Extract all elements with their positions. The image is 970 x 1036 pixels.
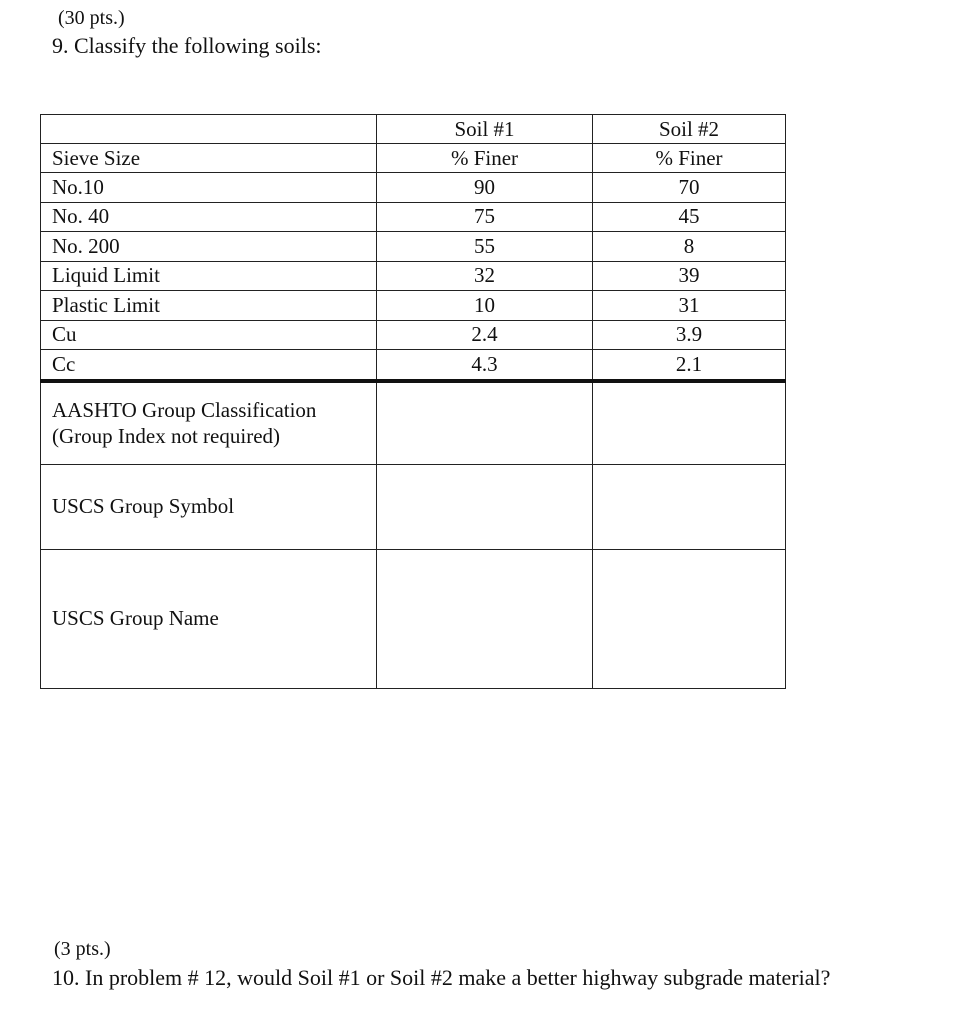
uscs-name-soil1-answer-cell[interactable]	[377, 549, 593, 688]
table-row	[41, 291, 786, 321]
row-label: Liquid Limit	[41, 261, 377, 291]
aashto-label-line2: (Group Index not required)	[52, 424, 281, 448]
soil2-value: 8	[593, 232, 786, 262]
uscs-name-soil2-answer-cell[interactable]	[593, 549, 786, 688]
row-label: Cu	[41, 320, 377, 350]
uscs-symbol-soil1-answer-cell[interactable]	[377, 464, 593, 549]
header-soil2-title: Soil #2	[593, 115, 786, 144]
row-label: Cc	[41, 350, 377, 381]
question-10-prompt: 10. In problem # 12, would Soil #1 or Soil #2 make a better highway subgrade material?	[52, 965, 831, 990]
table-row	[41, 320, 786, 350]
aashto-soil2-answer-cell[interactable]	[593, 381, 786, 465]
soil1-value: 55	[377, 232, 593, 262]
header-blank-cell	[41, 115, 377, 144]
table-row	[41, 173, 786, 203]
table-row	[41, 350, 786, 381]
uscs-name-label: USCS Group Name	[41, 549, 377, 688]
aashto-answer-row	[41, 381, 786, 465]
row-label: Plastic Limit	[41, 291, 377, 321]
uscs-symbol-soil2-answer-cell[interactable]	[593, 464, 786, 549]
row-label: No. 40	[41, 202, 377, 232]
aashto-soil1-answer-cell[interactable]	[377, 381, 593, 465]
question-10-points: (3 pts.)	[54, 938, 111, 960]
soil2-value: 45	[593, 202, 786, 232]
table-header-row-sub	[41, 144, 786, 173]
uscs-name-answer-row	[41, 549, 786, 688]
header-soil1-title: Soil #1	[377, 115, 593, 144]
soil2-value: 31	[593, 291, 786, 321]
aashto-label-line1: AASHTO Group Classification	[52, 398, 317, 422]
table-row	[41, 261, 786, 291]
soil1-value: 2.4	[377, 320, 593, 350]
soil1-value: 75	[377, 202, 593, 232]
table-row	[41, 202, 786, 232]
soil1-value: 10	[377, 291, 593, 321]
soil1-value: 32	[377, 261, 593, 291]
soil-classification-table	[40, 114, 786, 689]
row-label: No. 200	[41, 232, 377, 262]
question-9-prompt: 9. Classify the following soils:	[52, 33, 322, 58]
soil2-value: 3.9	[593, 320, 786, 350]
header-soil1-unit: % Finer	[377, 144, 593, 173]
soil2-value: 70	[593, 173, 786, 203]
table-header-row-top	[41, 115, 786, 144]
uscs-symbol-answer-row	[41, 464, 786, 549]
soil2-value: 39	[593, 261, 786, 291]
header-soil2-unit: % Finer	[593, 144, 786, 173]
table-row	[41, 232, 786, 262]
soil1-value: 90	[377, 173, 593, 203]
uscs-symbol-label: USCS Group Symbol	[41, 464, 377, 549]
soil2-value: 2.1	[593, 350, 786, 381]
question-9-points: (30 pts.)	[58, 7, 125, 29]
aashto-label	[41, 381, 377, 465]
row-label: No.10	[41, 173, 377, 203]
soil1-value: 4.3	[377, 350, 593, 381]
header-sieve-size: Sieve Size	[41, 144, 377, 173]
